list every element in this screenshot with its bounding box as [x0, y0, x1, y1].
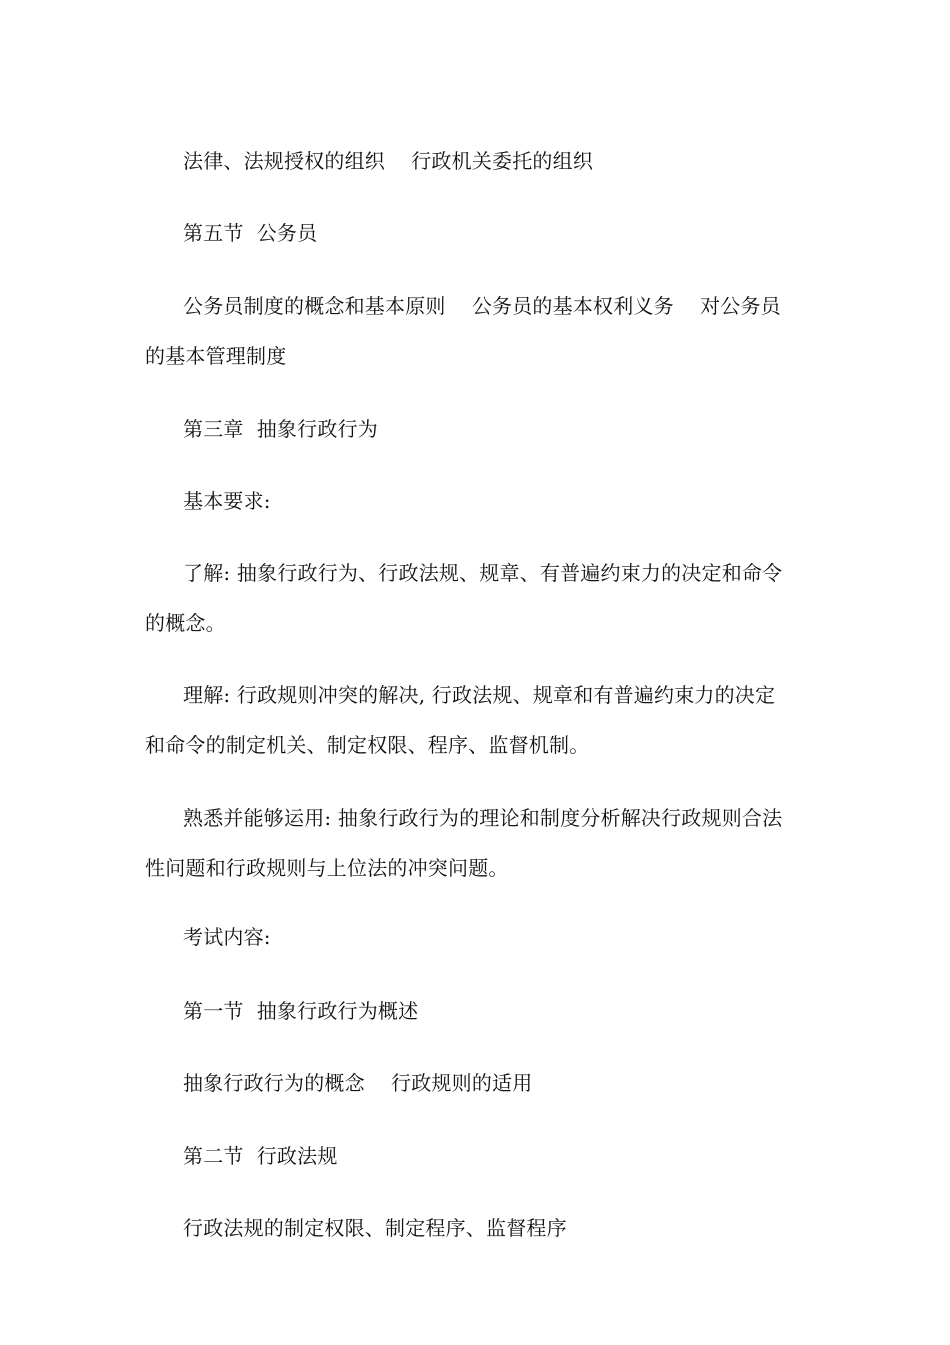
paragraph-familiar-and-apply: 熟悉并能够运用: 抽象行政行为的理论和制度分析解决行政规则合法性问题和行政规则与上位法的冲突问题。 — [145, 806, 783, 880]
basic-requirements-heading: 基本要求: — [183, 489, 271, 513]
paragraph-civil-servant-system: 公务员制度的概念和基本原则 公务员的基本权利义务 对公务员的基本管理制度 — [145, 294, 781, 368]
section-heading-administrative-regulations: 第二节 行政法规 — [183, 1144, 338, 1168]
paragraph-understand: 了解: 抽象行政行为、行政法规、规章、有普遍约束力的决定和命令的概念。 — [145, 561, 783, 635]
paragraph-concept-and-application: 抽象行政行为的概念 行政规则的适用 — [183, 1071, 533, 1095]
paragraph-comprehend: 理解: 行政规则冲突的解决, 行政法规、规章和有普遍约束力的决定和命令的制定机关、制定权限、程序、监督机制。 — [145, 683, 776, 757]
exam-content-heading: 考试内容: — [183, 925, 271, 949]
paragraph-authorized-organizations: 法律、法规授权的组织 行政机关委托的组织 — [183, 149, 594, 173]
section-heading-civil-servants: 第五节 公务员 — [183, 221, 318, 245]
chapter-heading-abstract-administrative-acts: 第三章 抽象行政行为 — [183, 417, 378, 441]
paragraph-regulation-procedures: 行政法规的制定权限、制定程序、监督程序 — [183, 1216, 567, 1240]
section-heading-overview: 第一节 抽象行政行为概述 — [183, 999, 419, 1023]
